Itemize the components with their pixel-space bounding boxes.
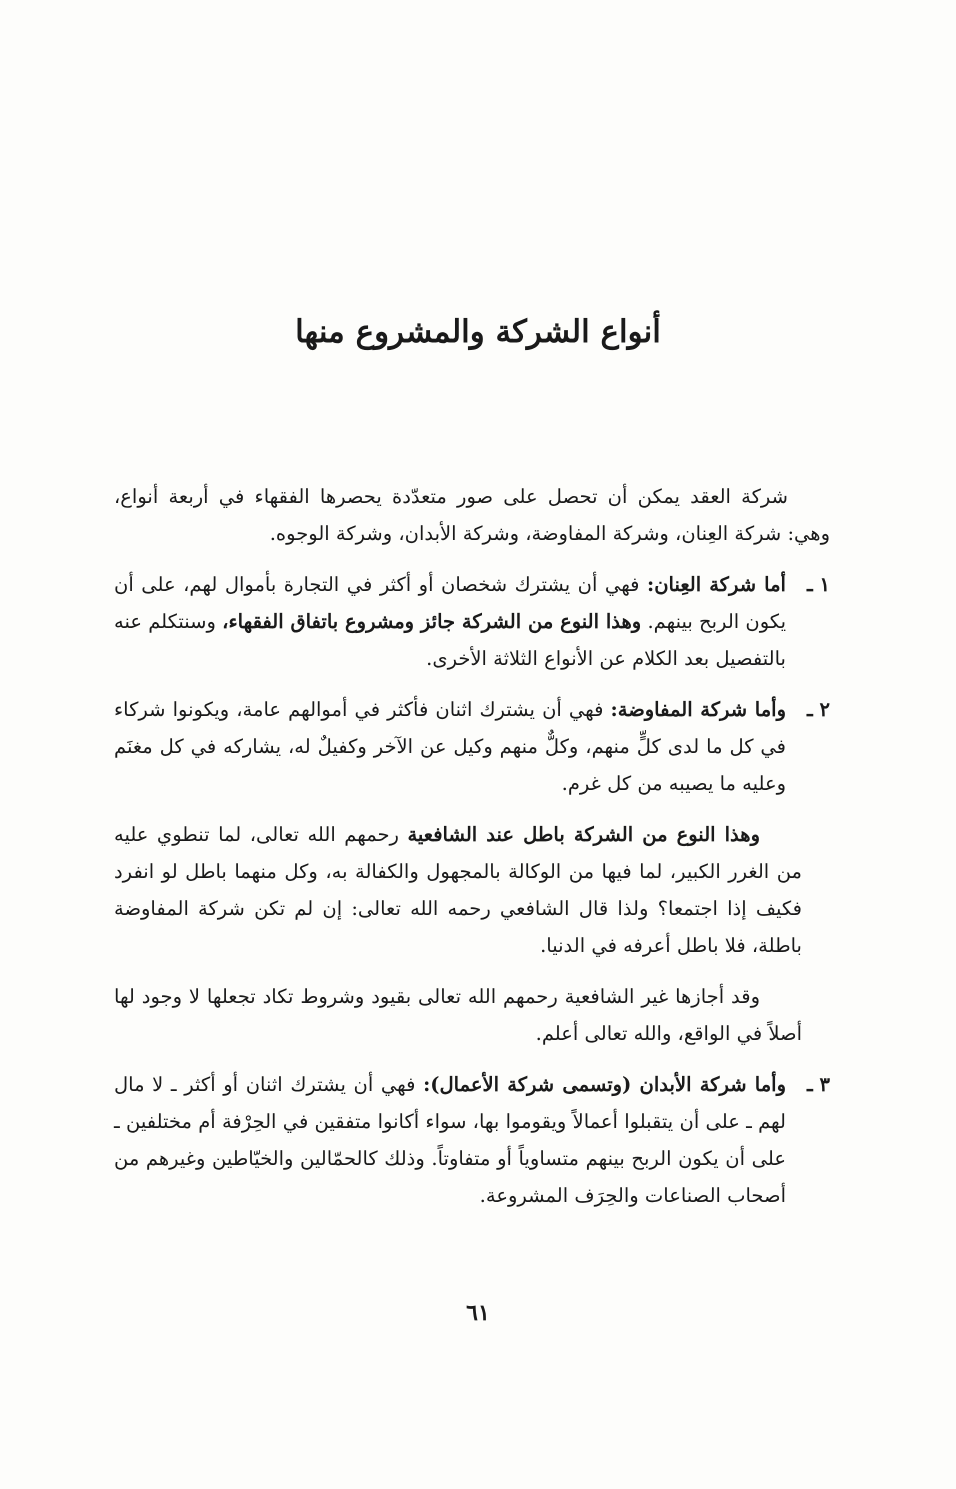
list-item-lead: أما شركة العِنان: <box>647 573 786 596</box>
list-item-text: فهي أن يشترك شخصان أو أكثر في التجارة بأموال لهم، على أن يكون الربح بينهم. <box>114 573 786 633</box>
shafii-text: رحمهم الله تعالى، لما تنطوي عليه من الغرر الكبير، لما فيها من الوكالة بالمجهول والكفالة به، وكل منهما باطل لو انفرد فكيف إذا اجتمعا؟ ولذا قال الشافعي رحمه الله تعالى: إن لم تكن شركة المفاوضة باطلة، فلا باطل أعرفه في الدنيا. <box>114 823 802 957</box>
intro-paragraph: شركة العقد يمكن أن تحصل على صور متعدّدة يحصرها الفقهاء في أربعة أنواع، وهي: شركة العِنان، وشركة المفاوضة، وشركة الأبدان، وشركة الوجوه. <box>114 485 830 545</box>
list-item-bold-text: وهذا النوع من الشركة جائز ومشروع باتفاق الفقهاء، <box>222 610 642 633</box>
list-item-3 <box>114 1066 830 1214</box>
list-item-text: فهي أن يشترك اثنان فأكثر في أموالهم عامة، ويكونوا شركاء في كل ما لدى كلٍّ منهم، وكلٌّ منهم وكيل عن الآخر وكفيلٌ له، يشاركه في كل مغنَم وعليه ما يصيبه من كل غرم. <box>114 698 786 795</box>
list-item-number: ١ ـ <box>807 573 830 596</box>
shafii-bold-text: وهذا النوع من الشركة باطل عند الشافعية <box>407 823 760 846</box>
list-item-2 <box>114 691 830 802</box>
list-item-text: فهي أن يشترك اثنان أو أكثر ـ لا مال لهم ـ على أن يتقبلوا أعمالاً ويقوموا بها، سواء أكانوا متفقين في الحِرْفة أم مختلفين ـ على أن يكون الربح بينهم متساوياً أو متفاوتاً. وذلك كالحمّالين والخيّاطين وغيرهم من أصحاب الصناعات والحِرَف المشروعة. <box>114 1073 786 1207</box>
list-item-content <box>114 566 786 677</box>
list-item-number: ٣ ـ <box>807 1073 830 1096</box>
list-item-content <box>114 691 786 802</box>
list-item-content <box>114 1066 786 1214</box>
list-item-lead: وأما شركة الأبدان (وتسمى شركة الأعمال): <box>423 1073 786 1096</box>
list-item-number: ٢ ـ <box>807 698 830 721</box>
body-text <box>114 478 830 1228</box>
list-item-lead: وأما شركة المفاوضة: <box>610 698 787 721</box>
list-item-1 <box>114 566 830 677</box>
list-item-text-continued: وسنتكلم عنه بالتفصيل بعد الكلام عن الأنواع الثلاثة الأخرى. <box>114 610 786 670</box>
page-number: ٦١ <box>466 1300 490 1326</box>
others-paragraph: وقد أجازها غير الشافعية رحمهم الله تعالى بقيود وشروط تكاد تجعلها لا وجود لها أصلاً في الواقع، والله تعالى أعلم. <box>114 985 802 1045</box>
shafii-paragraph <box>114 816 802 964</box>
page-title: أنواع الشركة والمشروع منها <box>295 314 661 350</box>
